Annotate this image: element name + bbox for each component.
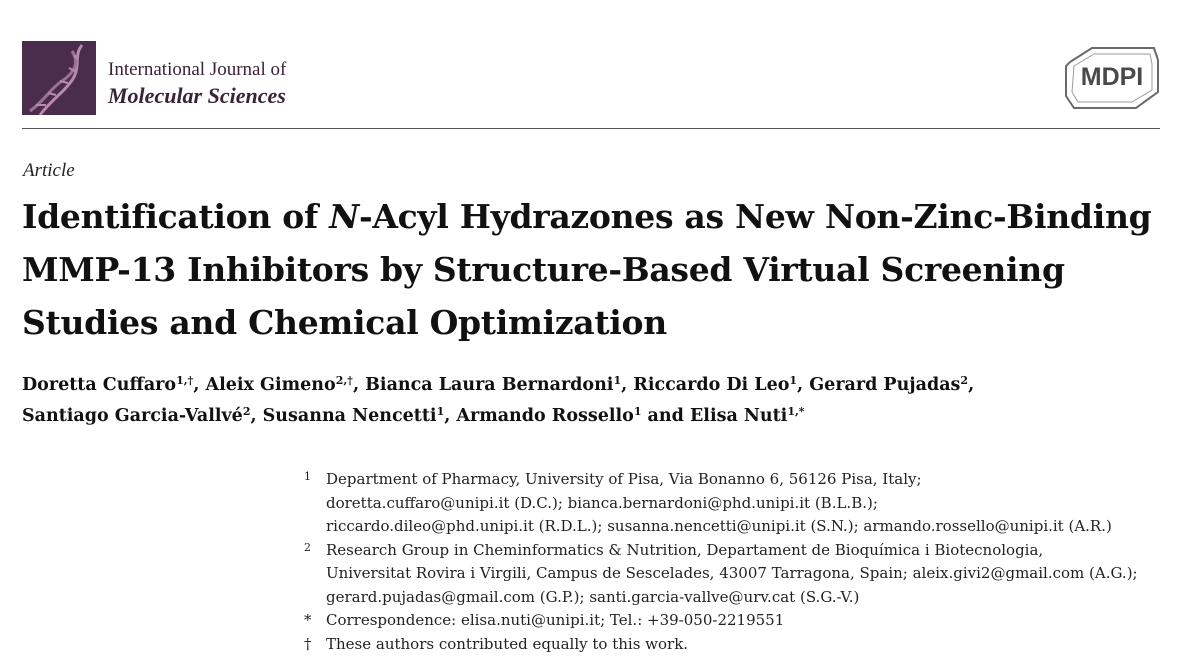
author-name: Gerard Pujadas (809, 375, 961, 395)
author-affil-sup: 2,† (335, 374, 353, 387)
title-italic-n: N (329, 197, 359, 236)
author-separator: , (352, 375, 366, 395)
author-affil-sup: 1 (436, 405, 445, 418)
article-type: Article (23, 160, 75, 181)
dna-helix-icon (22, 41, 96, 115)
author-name: Armando Rossello (456, 406, 634, 426)
journal-name (108, 57, 286, 109)
article-title (22, 190, 1172, 349)
author-affil-sup: 1,* (787, 405, 805, 418)
author-name: Aleix Gimeno (205, 375, 336, 395)
journal-name-line2: Molecular Sciences (108, 83, 286, 108)
affiliation-1 (300, 468, 1180, 539)
author-name: Doretta Cuffaro (22, 375, 177, 395)
author-name: Susanna Nencetti (262, 406, 437, 426)
affiliation-line: Research Group in Cheminformatics & Nutrition, Departament de Bioquímica i Biotecnologia, (326, 540, 1044, 559)
author-separator: , (797, 375, 810, 395)
correspondence-line: Correspondence: elisa.nuti@unipi.it; Tel.: +39-050-2219551 (326, 611, 785, 629)
author-name: Elisa Nuti (689, 406, 788, 426)
title-line-1-end: -Acyl Hydrazones as New Non-Zinc-Binding (358, 197, 1152, 236)
affiliation-line: gerard.pujadas@gmail.com (G.P.); santi.garcia-vallve@urv.cat (S.G.-V.) (326, 587, 860, 606)
title-line-3: Studies and Chemical Optimization (22, 303, 667, 342)
author-separator: and (641, 406, 690, 426)
publisher-logo (1062, 46, 1162, 110)
author-name: Bianca Laura Bernardoni (365, 375, 614, 395)
author-name: Riccardo Di Leo (633, 375, 790, 395)
header-divider (22, 128, 1160, 129)
affiliation-mark: † (304, 634, 312, 653)
author-affil-sup: 1 (633, 405, 642, 418)
publisher-name: MDPI (1080, 63, 1144, 91)
affiliation-mark: * (304, 611, 312, 629)
author-separator: , (193, 375, 206, 395)
correspondence (300, 609, 1180, 633)
affiliation-line: Universitat Rovira i Virgili, Campus de Sescelades, 43007 Tarragona, Spain; aleix.givi2@gmail.com (A.G.); (326, 564, 1138, 582)
title-line-1 (22, 190, 1172, 243)
affiliation-line: riccardo.dileo@phd.unipi.it (R.D.L.); susanna.nencetti@unipi.it (S.N.); armando.rossello@unipi.it (A.R.) (326, 517, 1112, 535)
author-affil-sup: 2 (960, 374, 969, 387)
author-name: Santiago Garcia-Vallvé (22, 406, 243, 426)
author-line-2 (22, 401, 1172, 432)
affiliations (300, 468, 1180, 656)
author-line-1 (22, 370, 1172, 401)
author-separator: , (444, 406, 457, 426)
affiliation-2 (300, 539, 1180, 610)
affiliation-mark: 2 (304, 540, 311, 554)
title-line-2: MMP-13 Inhibitors by Structure-Based Virtual Screening (22, 250, 1065, 289)
affiliation-line: Department of Pharmacy, University of Pisa, Via Bonanno 6, 56126 Pisa, Italy; (326, 470, 922, 488)
journal-logo (22, 41, 96, 115)
author-separator: , (621, 375, 634, 395)
title-line-1-start: Identification of (22, 197, 330, 236)
equal-contribution-note (300, 633, 1180, 657)
author-separator: , (968, 375, 975, 395)
author-separator: , (250, 406, 263, 426)
journal-name-line1: International Journal of (108, 59, 287, 80)
author-affil-sup: 1,† (176, 374, 194, 387)
author-list (22, 370, 1172, 432)
author-affil-sup: 2 (242, 405, 251, 418)
affiliation-line: doretta.cuffaro@unipi.it (D.C.); bianca.bernardoni@phd.unipi.it (B.L.B.); (326, 493, 878, 512)
equal-contribution-line: These authors contributed equally to this work. (326, 634, 689, 653)
author-affil-sup: 1 (789, 374, 798, 387)
author-affil-sup: 1 (613, 374, 622, 387)
affiliation-mark: 1 (304, 470, 311, 483)
